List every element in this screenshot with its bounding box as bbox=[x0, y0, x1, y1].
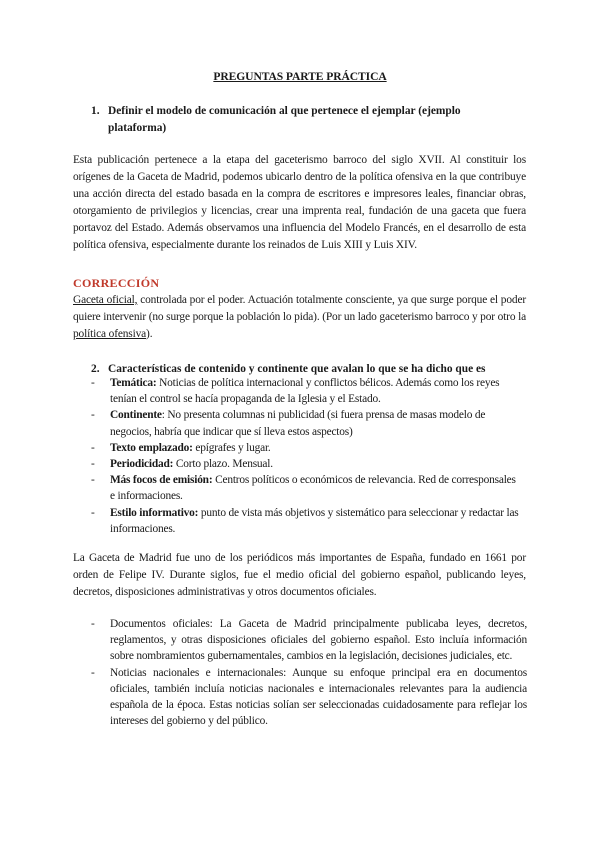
question-2-number: 2. bbox=[91, 363, 100, 375]
list-item bbox=[91, 375, 521, 407]
characteristic-text: Corto plazo. Mensual. bbox=[173, 458, 273, 471]
bullet-dash: - bbox=[91, 377, 95, 389]
characteristics-list bbox=[91, 375, 521, 537]
correction-title: CORRECCIÓN bbox=[73, 276, 160, 290]
correction-paragraph bbox=[73, 292, 526, 343]
detail-text: Documentos oficiales: La Gaceta de Madrid principalmente publicaba leyes, decretos, reglamentos, y otras disposiciones oficiales del gobierno español. Esto incluía información sobre nombramientos gubernamentales, cambios en la legislación, decisiones judiciales, etc. bbox=[110, 618, 527, 663]
characteristic-label: Periodicidad: bbox=[110, 458, 174, 471]
question-1-number: 1. bbox=[91, 105, 100, 117]
characteristic-text: Centros políticos o económicos de relevancia. Red de corresponsales e informaciones. bbox=[110, 474, 516, 503]
bullet-dash: - bbox=[91, 458, 95, 471]
list-item bbox=[91, 407, 521, 439]
correction-text-2: ). bbox=[146, 327, 153, 340]
list-item bbox=[91, 440, 521, 456]
characteristic-label: Texto emplazado: bbox=[110, 441, 193, 454]
question-1-text: Definir el modelo de comunicación al que pertenece el ejemplar (ejemplo plataforma) bbox=[108, 105, 461, 134]
bullet-dash: - bbox=[91, 618, 95, 630]
correction-underline-2: política ofensiva bbox=[73, 327, 147, 340]
bullet-dash: - bbox=[91, 409, 95, 422]
detail-text: Noticias nacionales e internacionales: Aunque su enfoque principal era en documentos oficiales, también incluía noticias nacionales e internacionales relevantes para la audiencia española de la época. Estas noticias solían ser seleccionadas cuidadosamente para reflejar los intereses del gobierno y del público. bbox=[110, 666, 527, 728]
bullet-dash: - bbox=[91, 441, 95, 454]
question-2-text: Características de contenido y continente que avalan lo que se ha dicho que es bbox=[108, 363, 486, 375]
details-list bbox=[91, 616, 527, 729]
list-item bbox=[91, 472, 521, 504]
page-title: PREGUNTAS PARTE PRÁCTICA bbox=[213, 70, 387, 83]
characteristic-label: Temática: bbox=[110, 377, 157, 389]
characteristic-text: : No presenta columnas ni publicidad (si fuera prensa de masas modelo de negocios, habría que indicar que sí lleva estos aspectos) bbox=[110, 409, 486, 438]
bullet-dash: - bbox=[91, 666, 95, 679]
bullet-dash: - bbox=[91, 474, 95, 487]
characteristic-text: punto de vista más objetivos y sistemático para seleccionar y redactar las informaciones. bbox=[110, 506, 519, 535]
list-item bbox=[91, 616, 527, 665]
characteristic-text: Noticias de política internacional y conflictos bélicos. Además como los reyes tenían el control se hacía propaganda de la Iglesia y el Estado. bbox=[110, 377, 500, 406]
list-item bbox=[91, 505, 521, 537]
characteristic-label: Más focos de emisión: bbox=[110, 474, 213, 487]
list-item bbox=[91, 456, 521, 472]
characteristic-text: epígrafes y lugar. bbox=[192, 441, 271, 454]
characteristic-label: Continente bbox=[110, 409, 162, 422]
list-item bbox=[91, 665, 527, 730]
bullet-dash: - bbox=[91, 506, 95, 519]
answer-paragraph-1: Esta publicación pertenece a la etapa del gaceterismo barroco del siglo XVII. Al constituir los orígenes de la Gaceta de Madrid, podemos ubicarlo dentro de la política ofensiva en la que contribuye una acción directa del estado basada en la compra de escritores e impresores leales, financiar obras, otorgamiento de privilegios y licencias, crear una imprenta real, fundación de una gaceta que fuera portavoz del Estado. Además observamos una influencia del Modelo Francés, en el desarrollo de esta política ofensiva, especialmente durante los reinados de Luis XIII y Luis XIV. bbox=[73, 154, 526, 251]
correction-underline-1: Gaceta oficial, bbox=[73, 294, 138, 306]
answer-paragraph-2: La Gaceta de Madrid fue uno de los periódicos más importantes de España, fundado en 1661 por orden de Felipe IV. Durante siglos, fue el medio oficial del gobierno español, publicando leyes, decretos, disposiciones administrativas y otros documentos oficiales. bbox=[73, 552, 526, 598]
correction-text-1: controlada por el poder. Actuación totalmente consciente, ya que surge porque el poder quiere intervenir (no surge porque la población lo pida). (Por un lado gaceterismo barroco y por otro la bbox=[73, 294, 526, 323]
characteristic-label: Estilo informativo: bbox=[110, 506, 199, 519]
